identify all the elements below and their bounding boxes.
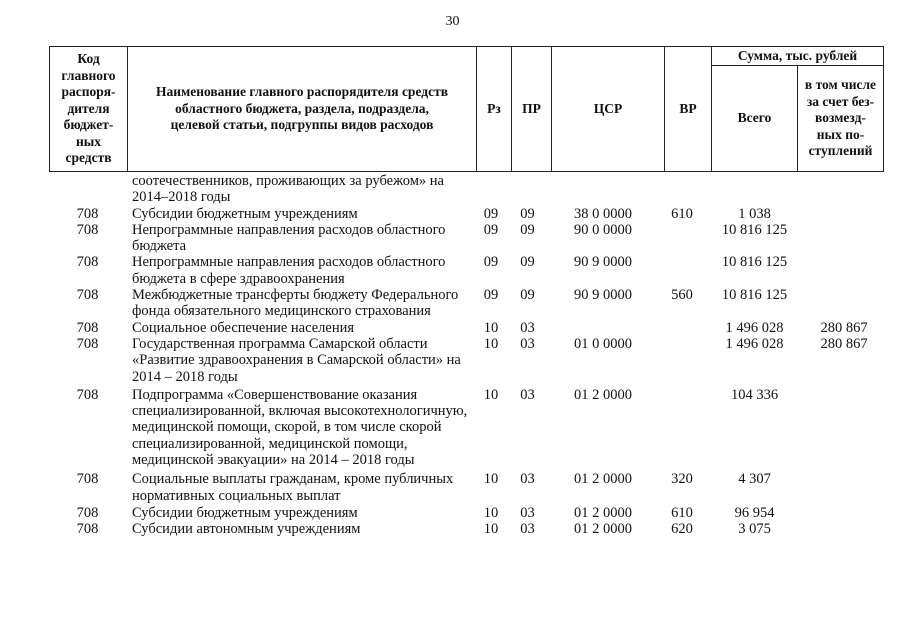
cell-csr: 01 2 0000 [574, 521, 632, 538]
cell-csr: 38 0 0000 [574, 205, 632, 222]
cell-rz: 09 [483, 205, 499, 222]
cell-vr: 620 [671, 521, 693, 538]
header-name: Наименование главного распорядителя средств областного бюджета, раздела, подраздела, целевой статьи, подгруппы видов расходов [128, 47, 477, 172]
cell-vr: 320 [671, 471, 693, 488]
cell-name: Социальные выплаты гражданам, кроме публичных нормативных социальных выплат [132, 471, 454, 504]
header-kod: Код главного распоря- дителя бюджет- ных средств [50, 47, 128, 172]
cell-rz [474, 173, 508, 206]
table-row [49, 222, 884, 255]
cell-rz: 10 [483, 471, 499, 488]
cell-rz: 09 [483, 254, 499, 271]
cell-kod: 708 [76, 319, 99, 336]
cell-pr: 03 [520, 521, 535, 538]
cell-vr [659, 173, 705, 206]
cell-total: 96 954 [734, 504, 775, 521]
cell-total: 10 816 125 [721, 254, 788, 271]
cell-name: Государственная программа Самарской области «Развитие здравоохранения в Самарской области» на 2014 – 2018 годы [132, 335, 461, 385]
table-row [49, 287, 884, 320]
cell-total [705, 173, 804, 206]
cell-csr: 01 2 0000 [574, 471, 632, 488]
cell-name: Межбюджетные трансферты бюджету Федерального фонда обязательного медицинского страхования [132, 287, 459, 320]
cell-vr [659, 336, 705, 385]
cell-kod [49, 173, 126, 206]
cell-rz: 10 [483, 319, 499, 336]
cell-kod: 708 [76, 521, 99, 538]
cell-free [804, 521, 884, 537]
cell-kod: 708 [76, 335, 99, 352]
cell-pr: 03 [520, 504, 535, 521]
table-row [49, 471, 884, 504]
table-row [49, 320, 884, 336]
cell-kod: 708 [76, 254, 99, 271]
cell-total: 1 038 [738, 205, 771, 222]
cell-name: Субсидии автономным учреждениям [132, 521, 361, 538]
cell-name: Социальное обеспечение населения [132, 319, 355, 336]
cell-free [804, 287, 884, 320]
cell-free [804, 387, 884, 468]
cell-csr: 01 2 0000 [574, 386, 632, 403]
cell-vr [659, 320, 705, 336]
cell-csr: 90 9 0000 [574, 287, 632, 304]
cell-kod: 708 [76, 287, 99, 304]
cell-name: Непрограммные направления расходов областного бюджета [132, 221, 446, 255]
cell-free [804, 254, 884, 287]
cell-rz: 09 [483, 287, 499, 304]
header-pr: ПР [512, 47, 552, 172]
cell-name: Подпрограмма «Совершенствование оказания специализированной, включая высокотехнологичную, медицинской помощи, скорой, в том числе скорой специализированной, медицинской помощи, медицинской эвакуации» на 2014 – 2018 годы [132, 386, 468, 469]
cell-kod: 708 [76, 221, 99, 238]
cell-name: Субсидии бюджетным учреждениям [132, 205, 358, 222]
cell-rz: 10 [483, 504, 499, 521]
cell-rz: 10 [483, 386, 499, 403]
cell-kod: 708 [76, 471, 99, 488]
header-sum: Сумма, тыс. рублей [712, 47, 884, 66]
cell-csr: 01 0 0000 [574, 335, 632, 352]
cell-free: 280 867 [820, 335, 868, 352]
cell-pr: 09 [520, 287, 535, 304]
header-total: Всего [712, 66, 798, 172]
header-vr: ВР [665, 47, 712, 172]
table-row [49, 173, 884, 206]
cell-total: 1 496 028 [725, 335, 784, 352]
cell-total: 104 336 [730, 386, 779, 403]
cell-pr: 09 [520, 221, 535, 238]
header-free: в том числе за счет без- возмезд- ных по- ступлений [798, 66, 884, 172]
cell-pr: 03 [520, 319, 535, 336]
table-row [49, 206, 884, 222]
table-row [49, 336, 884, 385]
cell-rz: 10 [483, 521, 499, 538]
cell-pr: 09 [520, 254, 535, 271]
table-row [49, 387, 884, 468]
cell-rz: 10 [483, 335, 499, 352]
cell-name: соотечественников, проживающих за рубежом» на 2014–2018 годы [132, 173, 444, 206]
cell-kod: 708 [76, 205, 99, 222]
cell-vr: 560 [671, 287, 693, 304]
cell-free [804, 173, 884, 206]
cell-pr: 03 [520, 471, 535, 488]
cell-pr: 03 [520, 335, 535, 352]
cell-csr: 01 2 0000 [574, 504, 632, 521]
cell-vr: 610 [671, 504, 693, 521]
header-rz: Рз [477, 47, 512, 172]
cell-kod: 708 [76, 504, 99, 521]
cell-free [804, 222, 884, 255]
cell-total: 1 496 028 [725, 319, 784, 336]
cell-pr: 09 [520, 205, 535, 222]
cell-pr: 03 [520, 386, 535, 403]
table-row [49, 521, 884, 537]
cell-name: Непрограммные направления расходов областного бюджета в сфере здравоохранения [132, 254, 446, 287]
cell-csr [547, 320, 659, 336]
cell-name: Субсидии бюджетным учреждениям [132, 504, 358, 521]
cell-free: 280 867 [820, 319, 868, 336]
cell-vr: 610 [671, 205, 693, 222]
cell-vr [659, 222, 705, 255]
table-body [49, 173, 884, 538]
cell-free [804, 505, 884, 521]
cell-total: 10 816 125 [721, 287, 788, 304]
cell-rz: 09 [483, 221, 499, 238]
cell-total: 10 816 125 [721, 221, 788, 238]
cell-total: 4 307 [738, 471, 771, 488]
cell-pr [508, 173, 547, 206]
header-csr: ЦСР [552, 47, 665, 172]
table-header [49, 46, 884, 172]
cell-csr [547, 173, 659, 206]
cell-csr: 90 9 0000 [574, 254, 632, 271]
cell-free [804, 206, 884, 222]
cell-kod: 708 [76, 386, 99, 403]
cell-free [804, 471, 884, 504]
page-number: 30 [445, 14, 460, 29]
table-row [49, 505, 884, 521]
cell-vr [659, 254, 705, 287]
cell-total: 3 075 [738, 521, 771, 538]
cell-vr [659, 387, 705, 468]
cell-csr: 90 0 0000 [574, 221, 632, 238]
table-row [49, 254, 884, 287]
